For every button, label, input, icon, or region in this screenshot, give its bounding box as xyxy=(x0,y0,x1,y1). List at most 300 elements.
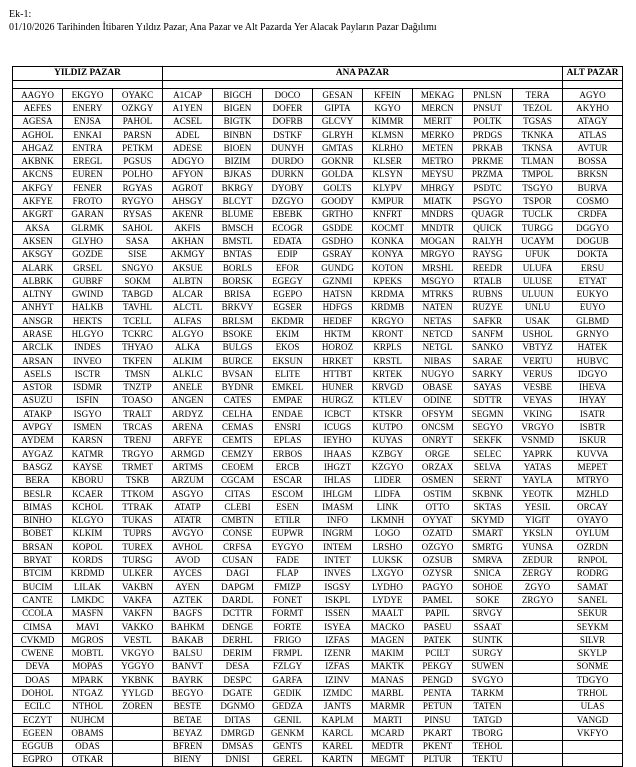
ticker-cell: AKSUE xyxy=(163,261,213,274)
ticker-cell: AKSGY xyxy=(13,248,63,261)
ticker-cell: TTKOM xyxy=(113,487,163,500)
ticker-cell: ALKLC xyxy=(163,368,213,381)
ticker-cell xyxy=(513,647,563,660)
ticker-cell: MRSHL xyxy=(413,261,463,274)
ticker-cell: SMART xyxy=(463,527,513,540)
ticker-cell: PRZMA xyxy=(463,168,513,181)
ticker-cell: ANHYT xyxy=(13,301,63,314)
ticker-cell: SARAE xyxy=(463,354,513,367)
ticker-cell: TRCAS xyxy=(113,421,163,434)
ticker-cell: FRMPL xyxy=(263,647,313,660)
ticker-cell: IZINV xyxy=(313,674,363,687)
table-row xyxy=(13,461,623,474)
table-row xyxy=(13,208,623,221)
ticker-cell: OFSYM xyxy=(413,408,463,421)
table-row xyxy=(13,408,623,421)
ticker-cell: MEGMT xyxy=(363,753,413,766)
ticker-cell: ZEDUR xyxy=(513,554,563,567)
ticker-cell: DGATE xyxy=(213,687,263,700)
ticker-cell: PSDTC xyxy=(463,182,513,195)
ticker-cell: TABGD xyxy=(113,288,163,301)
ticker-cell: AKFGY xyxy=(13,182,63,195)
ticker-cell: KRVGD xyxy=(363,381,413,394)
ticker-cell: ORZAX xyxy=(413,461,463,474)
ticker-cell: AKENR xyxy=(163,208,213,221)
ticker-cell: IHLAS xyxy=(313,474,363,487)
annex-label: Ek-1: xyxy=(9,9,32,20)
ticker-cell: GOODY xyxy=(313,195,363,208)
ticker-cell: CLEBI xyxy=(213,501,263,514)
ticker-cell: TGSAS xyxy=(513,115,563,128)
ticker-cell: DOGUB xyxy=(563,235,623,248)
ticker-cell: BSOKE xyxy=(213,328,263,341)
table-row xyxy=(13,89,623,102)
ticker-cell: MERKO xyxy=(413,128,463,141)
ticker-cell: MOGAN xyxy=(413,235,463,248)
ticker-cell: PSGYO xyxy=(463,195,513,208)
ticker-cell: SNICA xyxy=(463,567,513,580)
ticker-cell: SAYAS xyxy=(463,381,513,394)
ticker-cell xyxy=(513,620,563,633)
table-row xyxy=(13,128,623,141)
ticker-cell: METEN xyxy=(413,142,463,155)
ticker-cell: HRKET xyxy=(313,354,363,367)
ticker-cell: SUWEN xyxy=(463,660,513,673)
ticker-cell: ADEL xyxy=(163,128,213,141)
ticker-cell: BAKAB xyxy=(163,634,213,647)
ticker-cell: AEFES xyxy=(13,102,63,115)
ticker-cell: ASUZU xyxy=(13,394,63,407)
ticker-cell: MHRGY xyxy=(413,182,463,195)
table-row xyxy=(13,514,623,527)
ticker-cell: AKSA xyxy=(13,221,63,234)
ticker-cell: AKMGY xyxy=(163,248,213,261)
ticker-cell xyxy=(513,674,563,687)
ticker-cell: MAALT xyxy=(363,607,413,620)
ticker-cell: BEYAZ xyxy=(163,727,213,740)
table-row xyxy=(13,394,623,407)
ticker-cell: DMSAS xyxy=(213,740,263,753)
spacer-row xyxy=(13,81,623,89)
ticker-cell: ECOGR xyxy=(263,221,313,234)
ticker-cell: USHOL xyxy=(513,328,563,341)
ticker-cell: ULUFA xyxy=(513,261,563,274)
ticker-cell: TAVHL xyxy=(113,301,163,314)
ticker-cell: CEMTS xyxy=(213,434,263,447)
ticker-cell: HATSN xyxy=(313,288,363,301)
ticker-cell xyxy=(563,753,623,766)
ticker-cell: OTKAR xyxy=(63,753,113,766)
ticker-cell: NETCD xyxy=(413,328,463,341)
ticker-cell: MARMR xyxy=(363,700,413,713)
ticker-cell: YEOTK xyxy=(513,487,563,500)
ticker-cell: TRENJ xyxy=(113,434,163,447)
ticker-cell: IZFAS xyxy=(313,660,363,673)
ticker-cell: TUREX xyxy=(113,541,163,554)
ticker-cell: KZBGY xyxy=(363,448,413,461)
ticker-cell: GSRAY xyxy=(313,248,363,261)
ticker-cell: A1YEN xyxy=(163,102,213,115)
ticker-cell: GOLDA xyxy=(313,168,363,181)
ticker-cell: BMSTL xyxy=(213,235,263,248)
ticker-cell: GESAN xyxy=(313,89,363,102)
table-row xyxy=(13,142,623,155)
ticker-cell: LOGO xyxy=(363,527,413,540)
ticker-cell: DENGE xyxy=(213,620,263,633)
spacer-cell xyxy=(563,81,623,89)
ticker-cell: EGPRO xyxy=(13,753,63,766)
ticker-cell: EBEBK xyxy=(263,208,313,221)
ticker-cell: BLCYT xyxy=(213,195,263,208)
ticker-cell: SEGMN xyxy=(463,408,513,421)
ticker-cell: BAHKM xyxy=(163,620,213,633)
ticker-cell xyxy=(513,634,563,647)
ticker-cell: EDIP xyxy=(263,248,313,261)
table-row xyxy=(13,115,623,128)
ticker-cell: OTTO xyxy=(413,501,463,514)
ticker-cell: PAMEL xyxy=(413,594,463,607)
ticker-cell xyxy=(563,740,623,753)
ticker-cell: PRKAB xyxy=(463,142,513,155)
ticker-cell: INGRM xyxy=(313,527,363,540)
ticker-cell: DZGYO xyxy=(263,195,313,208)
ticker-cell: UCAYM xyxy=(513,235,563,248)
ticker-cell: SASA xyxy=(113,235,163,248)
ticker-cell: ESEN xyxy=(263,501,313,514)
ticker-cell: TRMET xyxy=(113,461,163,474)
ticker-cell: YYLGD xyxy=(113,687,163,700)
ticker-cell: RTALB xyxy=(463,275,513,288)
ticker-cell: VKGYO xyxy=(113,647,163,660)
ticker-cell: EGEGY xyxy=(263,275,313,288)
ticker-cell: SAMAT xyxy=(563,580,623,593)
ticker-cell: SILVR xyxy=(563,634,623,647)
ticker-cell: FORMT xyxy=(263,607,313,620)
ticker-cell: ISKPL xyxy=(313,594,363,607)
ticker-cell: BVSAN xyxy=(213,368,263,381)
ticker-cell: GOKNR xyxy=(313,155,363,168)
ticker-cell: PARSN xyxy=(113,128,163,141)
ticker-cell: SMRVA xyxy=(463,554,513,567)
ticker-cell: DERIM xyxy=(213,647,263,660)
ticker-cell: TEHOL xyxy=(463,740,513,753)
ticker-cell: KTSKR xyxy=(363,408,413,421)
ticker-cell: ENKAI xyxy=(63,128,113,141)
ticker-cell: QUAGR xyxy=(463,208,513,221)
table-row xyxy=(13,434,623,447)
ticker-cell: AVPGY xyxy=(13,421,63,434)
ticker-cell: KMPUR xyxy=(363,195,413,208)
ticker-cell: ATAKP xyxy=(13,408,63,421)
ticker-cell: MOBTL xyxy=(63,647,113,660)
ticker-cell: KOTON xyxy=(363,261,413,274)
table-row xyxy=(13,448,623,461)
ticker-cell: EUREN xyxy=(63,168,113,181)
ticker-cell: AGROT xyxy=(163,182,213,195)
ticker-cell: PRKME xyxy=(463,155,513,168)
ticker-cell: AYDEM xyxy=(13,434,63,447)
ticker-cell: ENJSA xyxy=(63,115,113,128)
ticker-cell: KARCL xyxy=(313,727,363,740)
ticker-cell: TRALT xyxy=(113,408,163,421)
document-title: 01/10/2026 Tarihinden İtibaren Yıldız Pazar, Ana Pazar ve Alt Pazarda Yer Alacak Payların Pazar Dağılımı xyxy=(9,22,437,33)
ticker-cell: RUZYE xyxy=(463,301,513,314)
ticker-cell: BRSAN xyxy=(13,541,63,554)
ticker-cell: ONCSM xyxy=(413,421,463,434)
ticker-cell: TURSG xyxy=(113,554,163,567)
ticker-cell: USAK xyxy=(513,315,563,328)
ticker-cell: IHGZT xyxy=(313,461,363,474)
table-row xyxy=(13,541,623,554)
ticker-cell: RNPOL xyxy=(563,554,623,567)
ticker-cell: IEYHO xyxy=(313,434,363,447)
ticker-cell: IZENR xyxy=(313,647,363,660)
ticker-cell: BURVA xyxy=(563,182,623,195)
ticker-cell: DGNMO xyxy=(213,700,263,713)
ticker-cell: TTRAK xyxy=(113,501,163,514)
ticker-cell xyxy=(513,753,563,766)
ticker-cell: BLUME xyxy=(213,208,263,221)
ticker-cell: HDFGS xyxy=(313,301,363,314)
ticker-cell: AKBNK xyxy=(13,155,63,168)
ticker-cell: POLHO xyxy=(113,168,163,181)
ticker-cell: VKING xyxy=(513,408,563,421)
ticker-cell: OYYAT xyxy=(413,514,463,527)
ticker-cell: EUKYO xyxy=(563,288,623,301)
ticker-cell: EKSUN xyxy=(263,354,313,367)
ticker-cell: EKOS xyxy=(263,341,313,354)
ticker-cell: FORTE xyxy=(263,620,313,633)
ticker-cell: BRLSM xyxy=(213,315,263,328)
ticker-cell: MNDTR xyxy=(413,221,463,234)
ticker-cell: DUNYH xyxy=(263,142,313,155)
ticker-cell: BIZIM xyxy=(213,155,263,168)
ticker-cell: POLTK xyxy=(463,115,513,128)
ticker-cell: ARFYE xyxy=(163,434,213,447)
ticker-cell: CUSAN xyxy=(213,554,263,567)
ticker-cell: ISATR xyxy=(563,408,623,421)
ticker-cell: MAGEN xyxy=(363,634,413,647)
ticker-cell: BEGYO xyxy=(163,687,213,700)
ticker-cell: MASFN xyxy=(63,607,113,620)
ticker-cell: CWENE xyxy=(13,647,63,660)
ticker-cell: SOKE xyxy=(463,594,513,607)
ticker-cell: AVHOL xyxy=(163,541,213,554)
ticker-cell: PASEU xyxy=(413,620,463,633)
ticker-cell: AKCNS xyxy=(13,168,63,181)
ticker-cell: GIPTA xyxy=(313,102,363,115)
ticker-cell: MAKTK xyxy=(363,660,413,673)
table-row xyxy=(13,288,623,301)
ticker-cell: EKGYO xyxy=(63,89,113,102)
ticker-cell: SISE xyxy=(113,248,163,261)
ticker-cell: SVGYO xyxy=(463,674,513,687)
ticker-cell: ERBOS xyxy=(263,448,313,461)
ticker-cell: DAGI xyxy=(213,567,263,580)
ticker-cell: SUNTK xyxy=(463,634,513,647)
ticker-cell: SEKFK xyxy=(463,434,513,447)
ticker-cell: OBASE xyxy=(413,381,463,394)
ticker-cell: EUPWR xyxy=(263,527,313,540)
ticker-cell: BIGEN xyxy=(213,102,263,115)
ticker-cell: OSMEN xyxy=(413,474,463,487)
ticker-cell: VANGD xyxy=(563,713,623,726)
ticker-cell: TERA xyxy=(513,89,563,102)
ticker-cell xyxy=(513,727,563,740)
ticker-cell: KBORU xyxy=(63,474,113,487)
table-row xyxy=(13,740,623,753)
ticker-cell: FLAP xyxy=(263,567,313,580)
ticker-cell: MAKIM xyxy=(363,647,413,660)
ticker-cell: CELHA xyxy=(213,408,263,421)
ticker-cell: SEGYO xyxy=(463,421,513,434)
table-row xyxy=(13,301,623,314)
ticker-cell: FENER xyxy=(63,182,113,195)
ticker-cell: A1CAP xyxy=(163,89,213,102)
table-row xyxy=(13,660,623,673)
table-row xyxy=(13,315,623,328)
ticker-cell: ASELS xyxy=(13,368,63,381)
ticker-cell: DOKTA xyxy=(563,248,623,261)
ticker-cell: OYAYO xyxy=(563,514,623,527)
table-body xyxy=(13,81,623,767)
ticker-cell: BANVT xyxy=(163,660,213,673)
ticker-cell: KTLEV xyxy=(363,394,413,407)
ticker-cell: EMKEL xyxy=(263,381,313,394)
ticker-cell: NTGAZ xyxy=(63,687,113,700)
table-row xyxy=(13,501,623,514)
ticker-cell: RAYSG xyxy=(463,248,513,261)
ticker-cell: ISMEN xyxy=(63,421,113,434)
ticker-cell: CANTE xyxy=(13,594,63,607)
ticker-cell: BRISA xyxy=(213,288,263,301)
table-row xyxy=(13,647,623,660)
ticker-cell: SKBNK xyxy=(463,487,513,500)
ticker-cell: PAGYO xyxy=(413,580,463,593)
ticker-cell: HOROZ xyxy=(313,341,363,354)
ticker-cell: ALKA xyxy=(163,341,213,354)
ticker-cell xyxy=(113,753,163,766)
ticker-cell xyxy=(513,660,563,673)
ticker-cell: ARDYZ xyxy=(163,408,213,421)
ticker-cell: KRPLS xyxy=(363,341,413,354)
ticker-cell: YAYLA xyxy=(513,474,563,487)
ticker-cell: HALKB xyxy=(63,301,113,314)
spacer-cell xyxy=(163,81,563,89)
ticker-cell xyxy=(513,607,563,620)
ticker-cell: SSAAT xyxy=(463,620,513,633)
ticker-cell: MARTI xyxy=(363,713,413,726)
ticker-cell: LYDYE xyxy=(363,594,413,607)
ticker-cell: ATATP xyxy=(163,501,213,514)
ticker-cell: UFUK xyxy=(513,248,563,261)
ticker-cell: KOPOL xyxy=(63,541,113,554)
ticker-cell: EREGL xyxy=(63,155,113,168)
ticker-cell: ARSAN xyxy=(13,354,63,367)
ticker-cell: SAHOL xyxy=(113,221,163,234)
table-row xyxy=(13,634,623,647)
ticker-cell: LIDER xyxy=(363,474,413,487)
ticker-cell: RUBNS xyxy=(463,288,513,301)
ticker-cell: KCHOL xyxy=(63,501,113,514)
table-row xyxy=(13,487,623,500)
ticker-cell: TDGYO xyxy=(563,674,623,687)
ticker-cell: MCARD xyxy=(363,727,413,740)
ticker-cell: KAPLM xyxy=(313,713,363,726)
table-row xyxy=(13,753,623,766)
ticker-cell: DNISI xyxy=(213,753,263,766)
ticker-cell: BAYRK xyxy=(163,674,213,687)
ticker-cell: BERA xyxy=(13,474,63,487)
ticker-cell: IHEVA xyxy=(563,381,623,394)
ticker-cell: DEVA xyxy=(13,660,63,673)
ticker-cell: GARAN xyxy=(63,208,113,221)
ticker-cell: KAYSE xyxy=(63,461,113,474)
ticker-cell: MAVI xyxy=(63,620,113,633)
ticker-cell: DESPC xyxy=(213,674,263,687)
ticker-cell: GMTAS xyxy=(313,142,363,155)
ticker-cell: PKART xyxy=(413,727,463,740)
ticker-cell: TARKM xyxy=(463,687,513,700)
ticker-cell: ETILR xyxy=(263,514,313,527)
ticker-cell: SNGYO xyxy=(113,261,163,274)
ticker-cell: GARFA xyxy=(263,674,313,687)
ticker-cell: ALCAR xyxy=(163,288,213,301)
ticker-cell: KRDMA xyxy=(363,288,413,301)
ticker-cell: VERTU xyxy=(513,354,563,367)
ticker-cell: GLYHO xyxy=(63,235,113,248)
ticker-cell: YGGYO xyxy=(113,660,163,673)
ticker-cell: AZTEK xyxy=(163,594,213,607)
ticker-cell: TKFEN xyxy=(113,354,163,367)
ticker-cell: ATAGY xyxy=(563,115,623,128)
ticker-cell: AGESA xyxy=(13,115,63,128)
ticker-cell: UNLU xyxy=(513,301,563,314)
ticker-cell: EFOR xyxy=(263,261,313,274)
ticker-cell: GENTS xyxy=(263,740,313,753)
ticker-cell: EGGUB xyxy=(13,740,63,753)
table-row xyxy=(13,567,623,580)
ticker-cell: AYEN xyxy=(163,580,213,593)
ticker-cell: SELVA xyxy=(463,461,513,474)
ticker-cell: IHAAS xyxy=(313,448,363,461)
ticker-cell: PNSUT xyxy=(463,102,513,115)
ticker-cell: PRDGS xyxy=(463,128,513,141)
ticker-cell: ATLAS xyxy=(563,128,623,141)
ticker-cell: PETUN xyxy=(413,700,463,713)
ticker-cell: YUNSA xyxy=(513,541,563,554)
ticker-cell: FMIZP xyxy=(263,580,313,593)
table-row xyxy=(13,341,623,354)
table-row xyxy=(13,607,623,620)
ticker-cell: TEKTU xyxy=(463,753,513,766)
table-row xyxy=(13,594,623,607)
ticker-cell: TLMAN xyxy=(513,155,563,168)
ticker-cell: EGEEN xyxy=(13,727,63,740)
ticker-cell: VERUS xyxy=(513,368,563,381)
ticker-cell: BINBN xyxy=(213,128,263,141)
ticker-cell: REEDR xyxy=(463,261,513,274)
ticker-cell: BMSCH xyxy=(213,221,263,234)
ticker-cell: KOCMT xyxy=(363,221,413,234)
ticker-cell: VAKKO xyxy=(113,620,163,633)
ticker-cell: GLRMK xyxy=(63,221,113,234)
market-distribution-table xyxy=(12,66,623,767)
ticker-cell: TSPOR xyxy=(513,195,563,208)
ticker-cell: TNZTP xyxy=(113,381,163,394)
ticker-cell: KUTPO xyxy=(363,421,413,434)
ticker-cell: LINK xyxy=(363,501,413,514)
